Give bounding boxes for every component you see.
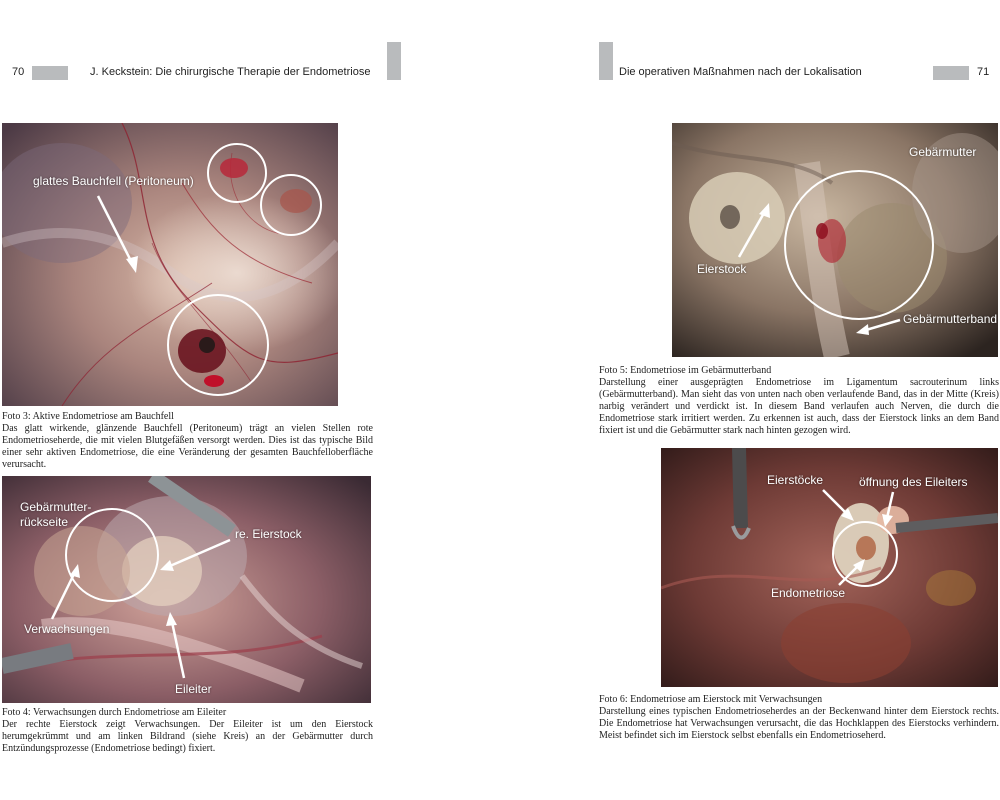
left-page-number: 70 xyxy=(12,66,25,78)
label-eierstoecke: Eierstöcke xyxy=(767,473,824,487)
label-gebaermutter-rueckseite-1: Gebärmutter- xyxy=(20,500,92,514)
photo-3-caption-title: Foto 3: Aktive Endometriose am Bauchfell xyxy=(2,411,174,422)
photo-4-caption-text: Der rechte Eierstock zeigt Verwachsungen. Der Eileiter ist um den Eierstock herumgekrümmt und am linken Bildrand (siehe Kreis) an der Gebärmutter durch Entzündungsprozesse (Endometriose bedingt) fixiert. xyxy=(2,719,373,754)
photo-5-caption-text: Darstellung einer ausgeprägten Endometriose im Ligamentum sacrouterinum links (Gebärmutterband). Man sieht das von unten nach oben verlaufende Band, das in der Mitte (Kreis) narbig verändert und verdickt ist. In diesem Band verlaufen auch Nerven, die durch die Endometriose stark irritiert werden. Zu erkennen ist auch, dass der Eierstock links an dem Band fixiert ist und die Gebärmutter stark nach hinten gezogen wird. xyxy=(599,377,999,436)
photo-3-caption-text: Das glatt wirkende, glänzende Bauchfell (Peritoneum) trägt an vielen Stellen rote Endometrioseherde, die mit vielen Blutgefäßen versorgt werden. Dies ist das typische Bild einer sehr aktiven Endometriose, die eine Veränderung der gesamten Bauchfelloberfläche verursacht. xyxy=(2,423,373,470)
left-running-header: J. Keckstein: Die chirurgische Therapie der Endometriose xyxy=(90,66,371,78)
photo-4-caption-title: Foto 4: Verwachsungen durch Endometriose am Eileiter xyxy=(2,707,227,718)
label-eierstock: Eierstock xyxy=(697,262,747,276)
label-endometriose: Endometriose xyxy=(771,586,846,600)
label-verwachsungen: Verwachsungen xyxy=(24,622,110,636)
right-page-number: 71 xyxy=(977,66,990,78)
photo-5-caption-title: Foto 5: Endometriose im Gebärmutterband xyxy=(599,365,772,376)
right-page-edge-bar xyxy=(599,42,613,80)
label-eileiter: Eileiter xyxy=(175,682,212,696)
photo-6-ovary-adhesions xyxy=(661,448,998,687)
label-gebaermutter: Gebärmutter xyxy=(909,145,977,159)
label-re-eierstock: re. Eierstock xyxy=(235,527,302,541)
label-glattes-bauchfell: glattes Bauchfell (Peritoneum) xyxy=(33,174,194,188)
left-header-bar xyxy=(32,66,68,80)
right-running-header: Die operativen Maßnahmen nach der Lokalisation xyxy=(619,66,862,78)
label-gebaermutter-rueckseite-2: rückseite xyxy=(20,515,69,529)
photo-6-caption-title: Foto 6: Endometriose am Eierstock mit Verwachsungen xyxy=(599,694,823,705)
photo-5-uterine-ligament xyxy=(672,123,998,357)
photo-4-adhesions xyxy=(2,476,371,703)
label-gebaermutterband: Gebärmutterband xyxy=(903,312,998,326)
right-header-bar xyxy=(933,66,969,80)
photo-6-caption-text: Darstellung eines typischen Endometrioseherdes an der Beckenwand hinter dem Eierstock rechts. Die Endometriose hat Verwachsungen verursacht, die das Hochklappen des Eierstocks verhindern. Meist befindet sich im Eierstock selbst ebenfalls ein Endometrioseherd. xyxy=(599,706,999,741)
photo-3-peritoneum xyxy=(2,123,338,406)
left-page-edge-bar xyxy=(387,42,401,80)
label-oeffnung-des-eileiters: öffnung des Eileiters xyxy=(859,475,968,489)
